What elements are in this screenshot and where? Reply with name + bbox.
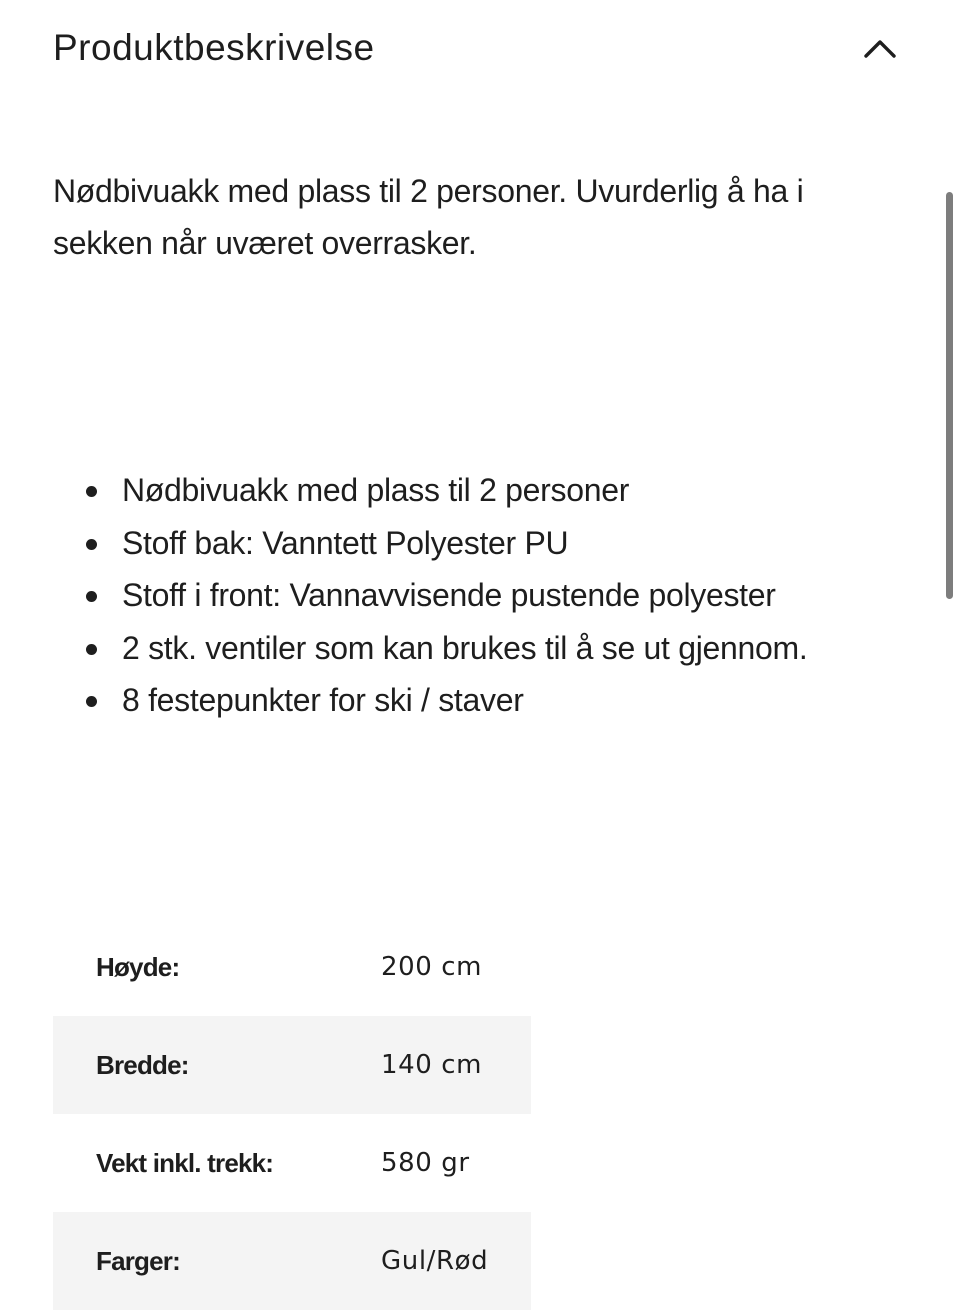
spec-label: Høyde: xyxy=(96,951,180,982)
feature-list xyxy=(53,464,807,727)
spec-value: 200 cm xyxy=(381,952,483,982)
feature-text: Nødbivuakk med plass til 2 personer xyxy=(122,472,630,508)
bullet-icon xyxy=(86,644,97,655)
spec-row-width xyxy=(53,1016,531,1114)
feature-item xyxy=(53,464,807,517)
feature-item xyxy=(53,517,807,570)
feature-item xyxy=(53,674,807,727)
feature-text: 2 stk. ventiler som kan brukes til å se ut gjennom. xyxy=(122,629,808,666)
spec-row-height xyxy=(53,918,531,1016)
spec-row-colors xyxy=(53,1212,531,1310)
product-description-accordion-header[interactable] xyxy=(53,18,908,78)
chevron-up-icon[interactable] xyxy=(860,28,900,68)
spec-row-weight xyxy=(53,1114,531,1212)
spec-label: Vekt inkl. trekk: xyxy=(96,1147,274,1178)
feature-text: Stoff i front: Vannavvisende pustende polyester xyxy=(122,577,776,613)
spec-value: 580 gr xyxy=(381,1148,470,1178)
spec-label: Farger: xyxy=(96,1245,180,1276)
spec-label: Bredde: xyxy=(96,1049,189,1080)
bullet-icon xyxy=(86,486,97,497)
feature-item xyxy=(53,622,807,675)
feature-text: 8 festepunkter for ski / staver xyxy=(122,682,524,718)
product-intro-text: Nødbivuakk med plass til 2 personer. Uvurderlig å ha i sekken når uværet overrasker. xyxy=(53,173,804,261)
spec-table xyxy=(53,918,531,1310)
section-title: Produktbeskrivelse xyxy=(53,27,375,68)
bullet-icon xyxy=(86,591,97,602)
bullet-icon xyxy=(86,696,97,707)
scrollbar-thumb[interactable] xyxy=(946,192,953,599)
spec-value: 140 cm xyxy=(381,1050,483,1080)
feature-text: Stoff bak: Vanntett Polyester PU xyxy=(122,524,569,561)
bullet-icon xyxy=(86,539,97,550)
feature-item xyxy=(53,569,807,622)
spec-value: Gul/Rød xyxy=(381,1246,489,1276)
